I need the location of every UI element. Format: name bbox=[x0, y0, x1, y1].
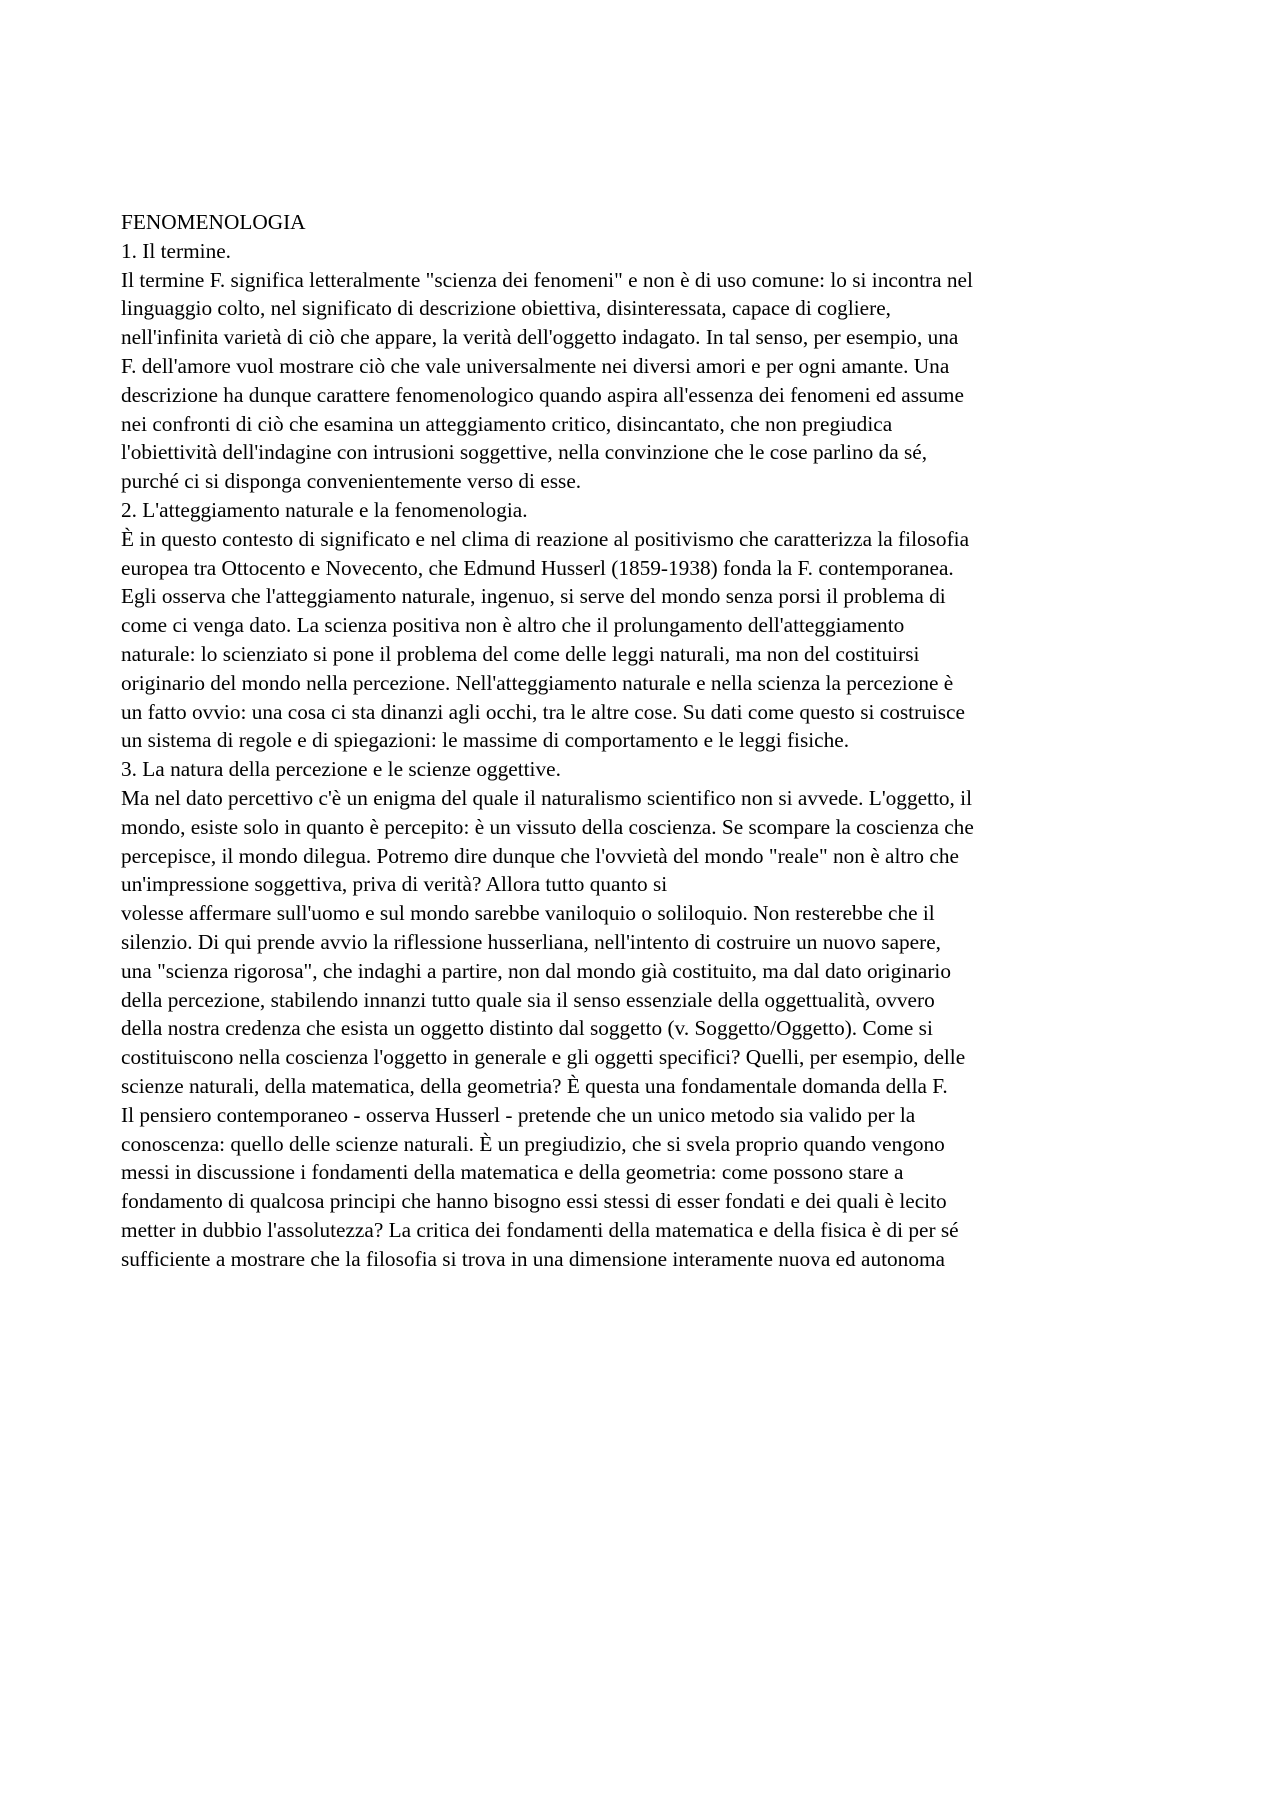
paragraph-line: europea tra Ottocento e Novecento, che Edmund Husserl (1859-1938) fonda la F. contemporanea. bbox=[121, 555, 954, 580]
paragraph-line: mondo, esiste solo in quanto è percepito: è un vissuto della coscienza. Se scompare la coscienza che bbox=[121, 814, 974, 839]
paragraph-line: della percezione, stabilendo innanzi tutto quale sia il senso essenziale della oggettualità, ovvero bbox=[121, 987, 935, 1012]
section-1-paragraph bbox=[121, 266, 1171, 496]
paragraph-line: percepisce, il mondo dilegua. Potremo dire dunque che l'ovvietà del mondo "reale" non è altro che bbox=[121, 843, 959, 868]
paragraph-line: originario del mondo nella percezione. Nell'atteggiamento naturale e nella scienza la percezione è bbox=[121, 670, 954, 695]
paragraph-line: come ci venga dato. La scienza positiva non è altro che il prolungamento dell'atteggiamento bbox=[121, 613, 905, 638]
paragraph-line: silenzio. Di qui prende avvio la riflessione husserliana, nell'intento di costruire un nuovo sapere, bbox=[121, 929, 942, 954]
paragraph-line: naturale: lo scienziato si pone il problema del come delle leggi naturali, ma non del costituirsi bbox=[121, 641, 920, 666]
paragraph-line: scienze naturali, della matematica, della geometria? È questa una fondamentale domanda della F. bbox=[121, 1073, 948, 1098]
paragraph-line: Egli osserva che l'atteggiamento naturale, ingenuo, si serve del mondo senza porsi il problema di bbox=[121, 584, 946, 609]
paragraph-line: conoscenza: quello delle scienze naturali. È un pregiudizio, che si svela proprio quando vengono bbox=[121, 1131, 945, 1156]
section-1-heading: 1. Il termine. bbox=[121, 238, 231, 263]
paragraph-line: un sistema di regole e di spiegazioni: le massime di comportamento e le leggi fisiche. bbox=[121, 728, 850, 753]
paragraph-line: metter in dubbio l'assolutezza? La critica dei fondamenti della matematica e della fisica è di per sé bbox=[121, 1217, 959, 1242]
paragraph-line: F. dell'amore vuol mostrare ciò che vale universalmente nei diversi amori e per ogni amante. Una bbox=[121, 353, 950, 378]
paragraph-line: linguaggio colto, nel significato di descrizione obiettiva, disinteressata, capace di cogliere, bbox=[121, 296, 891, 321]
document-body bbox=[121, 208, 1171, 1273]
section-3-heading: 3. La natura della percezione e le scienze oggettive. bbox=[121, 757, 561, 782]
paragraph-line: una "scienza rigorosa", che indaghi a partire, non dal mondo già costituito, ma dal dato originario bbox=[121, 958, 951, 983]
paragraph-line: purché ci si disponga convenientemente verso di esse. bbox=[121, 469, 582, 494]
paragraph-line: Il termine F. significa letteralmente "scienza dei fenomeni" e non è di uso comune: lo si incontra nel bbox=[121, 267, 973, 292]
paragraph-line: Il pensiero contemporaneo - osserva Husserl - pretende che un unico metodo sia valido per la bbox=[121, 1102, 916, 1127]
paragraph-line: della nostra credenza che esista un oggetto distinto dal soggetto (v. Soggetto/Oggetto). Come si bbox=[121, 1016, 933, 1041]
paragraph-line: un'impressione soggettiva, priva di verità? Allora tutto quanto si bbox=[121, 872, 668, 897]
paragraph-line: Ma nel dato percettivo c'è un enigma del quale il naturalismo scientifico non si avvede. L'oggetto, il bbox=[121, 785, 973, 810]
section-2-paragraph bbox=[121, 525, 1171, 755]
paragraph-line: descrizione ha dunque carattere fenomenologico quando aspira all'essenza dei fenomeni ed assume bbox=[121, 382, 964, 407]
paragraph-line: fondamento di qualcosa principi che hanno bisogno essi stessi di esser fondati e dei quali è lecito bbox=[121, 1189, 947, 1214]
paragraph-line: nei confronti di ciò che esamina un atteggiamento critico, disincantato, che non pregiudica bbox=[121, 411, 893, 436]
section-2-heading: 2. L'atteggiamento naturale e la fenomenologia. bbox=[121, 497, 528, 522]
paragraph-line: l'obiettività dell'indagine con intrusioni soggettive, nella convinzione che le cose parlino da sé, bbox=[121, 440, 928, 465]
paragraph-line: volesse affermare sull'uomo e sul mondo sarebbe vaniloquio o soliloquio. Non resterebbe che il bbox=[121, 901, 935, 926]
paragraph-line: costituiscono nella coscienza l'oggetto in generale e gli oggetti specifici? Quelli, per esempio, delle bbox=[121, 1045, 966, 1070]
paragraph-line: sufficiente a mostrare che la filosofia si trova in una dimensione interamente nuova ed autonoma bbox=[121, 1246, 945, 1271]
paragraph-line: nell'infinita varietà di ciò che appare, la verità dell'oggetto indagato. In tal senso, per esempio, una bbox=[121, 325, 959, 350]
paragraph-line: È in questo contesto di significato e nel clima di reazione al positivismo che caratterizza la filosofia bbox=[121, 526, 970, 551]
section-3-paragraph bbox=[121, 755, 1171, 1101]
paragraph-line: un fatto ovvio: una cosa ci sta dinanzi agli occhi, tra le altre cose. Su dati come questo si costruisce bbox=[121, 699, 965, 724]
document-title: FENOMENOLOGIA bbox=[121, 210, 306, 234]
section-4-paragraph bbox=[121, 1101, 1171, 1274]
paragraph-line: messi in discussione i fondamenti della matematica e della geometria: come possono stare a bbox=[121, 1160, 904, 1185]
